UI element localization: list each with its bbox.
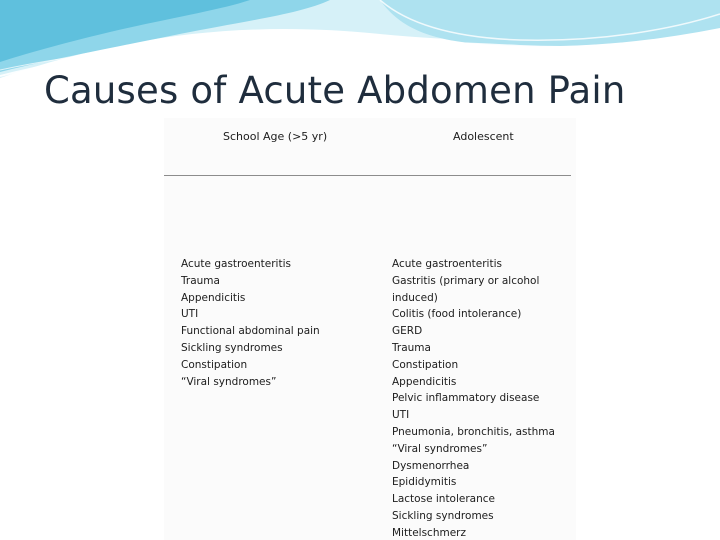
list-item: Trauma	[392, 341, 431, 354]
list-item: Epididymitis	[392, 476, 457, 489]
list-item: Acute gastroenteritis	[181, 258, 291, 270]
list-item: Pneumonia, bronchitis, asthma	[392, 425, 555, 438]
list-item: Constipation	[181, 358, 248, 371]
adolescent-list	[392, 256, 562, 540]
list-item: Mittelschmerz	[392, 526, 467, 539]
list-item: Appendicitis	[392, 375, 457, 388]
list-item: “Viral syndromes”	[392, 442, 488, 455]
list-item: Trauma	[181, 274, 220, 287]
list-item: Lactose intolerance	[392, 493, 495, 506]
list-item: Constipation	[392, 358, 459, 371]
list-item: “Viral syndromes”	[181, 375, 277, 388]
list-item: GERD	[392, 325, 423, 338]
list-item: Pelvic inflammatory disease	[392, 392, 540, 405]
column-header-adolescent: Adolescent	[453, 130, 514, 143]
list-item: Acute gastroenteritis	[392, 258, 502, 270]
header-divider	[164, 175, 571, 176]
list-item: Gastritis (primary or alcohol induced)	[392, 274, 540, 304]
list-item: Dysmenorrhea	[392, 459, 470, 472]
list-item: UTI	[392, 409, 410, 422]
column-header-school-age: School Age (>5 yr)	[223, 130, 328, 143]
school-age-list	[181, 256, 381, 390]
list-item: Functional abdominal pain	[181, 325, 320, 338]
list-item: Sickling syndromes	[181, 341, 283, 354]
causes-table	[164, 118, 576, 540]
list-item: Sickling syndromes	[392, 509, 494, 522]
list-item: UTI	[181, 308, 199, 321]
list-item: Appendicitis	[181, 291, 246, 304]
slide-title: Causes of Acute Abdomen Pain	[44, 69, 626, 112]
list-item: Colitis (food intolerance)	[392, 308, 522, 321]
